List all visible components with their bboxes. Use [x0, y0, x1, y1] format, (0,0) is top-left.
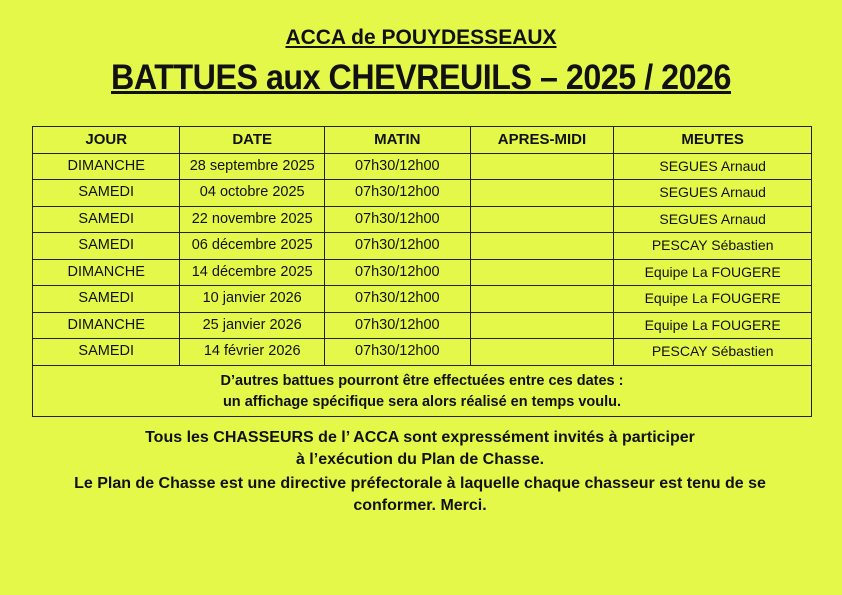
cell-matin: 07h30/12h00: [324, 312, 470, 339]
cell-matin: 07h30/12h00: [324, 153, 470, 180]
cell-jour: DIMANCHE: [33, 153, 180, 180]
column-header-date: DATE: [180, 127, 325, 154]
cell-matin: 07h30/12h00: [324, 233, 470, 260]
column-header-apres-midi: APRES-MIDI: [470, 127, 614, 154]
cell-apres-midi: [470, 312, 614, 339]
cell-jour: SAMEDI: [33, 233, 180, 260]
column-header-matin: MATIN: [324, 127, 470, 154]
cell-apres-midi: [470, 206, 614, 233]
table-row: [33, 312, 812, 339]
footer-notice: [40, 427, 800, 517]
organization-name: ACCA de POUYDESSEAUX: [285, 26, 557, 49]
cell-matin: 07h30/12h00: [324, 286, 470, 313]
table-note-row: [33, 365, 812, 416]
schedule-table: [32, 126, 812, 417]
cell-meutes: SEGUES Arnaud: [614, 206, 812, 233]
column-header-jour: JOUR: [33, 127, 180, 154]
table-row: [33, 233, 812, 260]
footer-line-2: à l’exécution du Plan de Chasse.: [295, 451, 545, 468]
cell-meutes: PESCAY Sébastien: [614, 233, 812, 260]
footer-line-1: Tous les CHASSEURS de l’ ACCA sont expressément invités à participer: [145, 429, 695, 446]
cell-jour: SAMEDI: [33, 206, 180, 233]
footer-line-3: Le Plan de Chasse est une directive préfectorale à laquelle chaque chasseur est tenu de se: [74, 475, 766, 492]
cell-matin: 07h30/12h00: [324, 206, 470, 233]
cell-apres-midi: [470, 259, 614, 286]
cell-jour: SAMEDI: [33, 180, 180, 207]
page-title: BATTUES aux CHEVREUILS – 2025 / 2026: [111, 58, 731, 97]
cell-jour: DIMANCHE: [33, 259, 180, 286]
table-row: [33, 206, 812, 233]
cell-meutes: Equipe La FOUGERE: [614, 286, 812, 313]
cell-date: 22 novembre 2025: [180, 206, 325, 233]
cell-date: 25 janvier 2026: [180, 312, 325, 339]
cell-date: 28 septembre 2025: [180, 153, 325, 180]
cell-meutes: SEGUES Arnaud: [614, 153, 812, 180]
table-row: [33, 286, 812, 313]
cell-jour: DIMANCHE: [33, 312, 180, 339]
cell-apres-midi: [470, 180, 614, 207]
table-row: [33, 259, 812, 286]
column-header-meutes: MEUTES: [614, 127, 812, 154]
schedule-note-line-1: D’autres battues pourront être effectuées entre ces dates :: [220, 372, 624, 389]
cell-apres-midi: [470, 286, 614, 313]
table-row: [33, 153, 812, 180]
cell-date: 14 décembre 2025: [180, 259, 325, 286]
cell-meutes: PESCAY Sébastien: [614, 339, 812, 366]
cell-date: 14 février 2026: [180, 339, 325, 366]
cell-matin: 07h30/12h00: [324, 259, 470, 286]
cell-jour: SAMEDI: [33, 339, 180, 366]
cell-date: 06 décembre 2025: [180, 233, 325, 260]
cell-meutes: Equipe La FOUGERE: [614, 259, 812, 286]
cell-apres-midi: [470, 233, 614, 260]
schedule-note-line-2: un affichage spécifique sera alors réalisé en temps voulu.: [222, 393, 622, 410]
cell-meutes: SEGUES Arnaud: [614, 180, 812, 207]
cell-matin: 07h30/12h00: [324, 339, 470, 366]
cell-apres-midi: [470, 339, 614, 366]
schedule-note: [33, 365, 812, 416]
cell-apres-midi: [470, 153, 614, 180]
cell-meutes: Equipe La FOUGERE: [614, 312, 812, 339]
cell-date: 10 janvier 2026: [180, 286, 325, 313]
table-row: [33, 339, 812, 366]
table-row: [33, 180, 812, 207]
footer-line-4: conformer. Merci.: [353, 497, 487, 514]
cell-matin: 07h30/12h00: [324, 180, 470, 207]
table-header-row: [33, 127, 812, 154]
cell-jour: SAMEDI: [33, 286, 180, 313]
cell-date: 04 octobre 2025: [180, 180, 325, 207]
